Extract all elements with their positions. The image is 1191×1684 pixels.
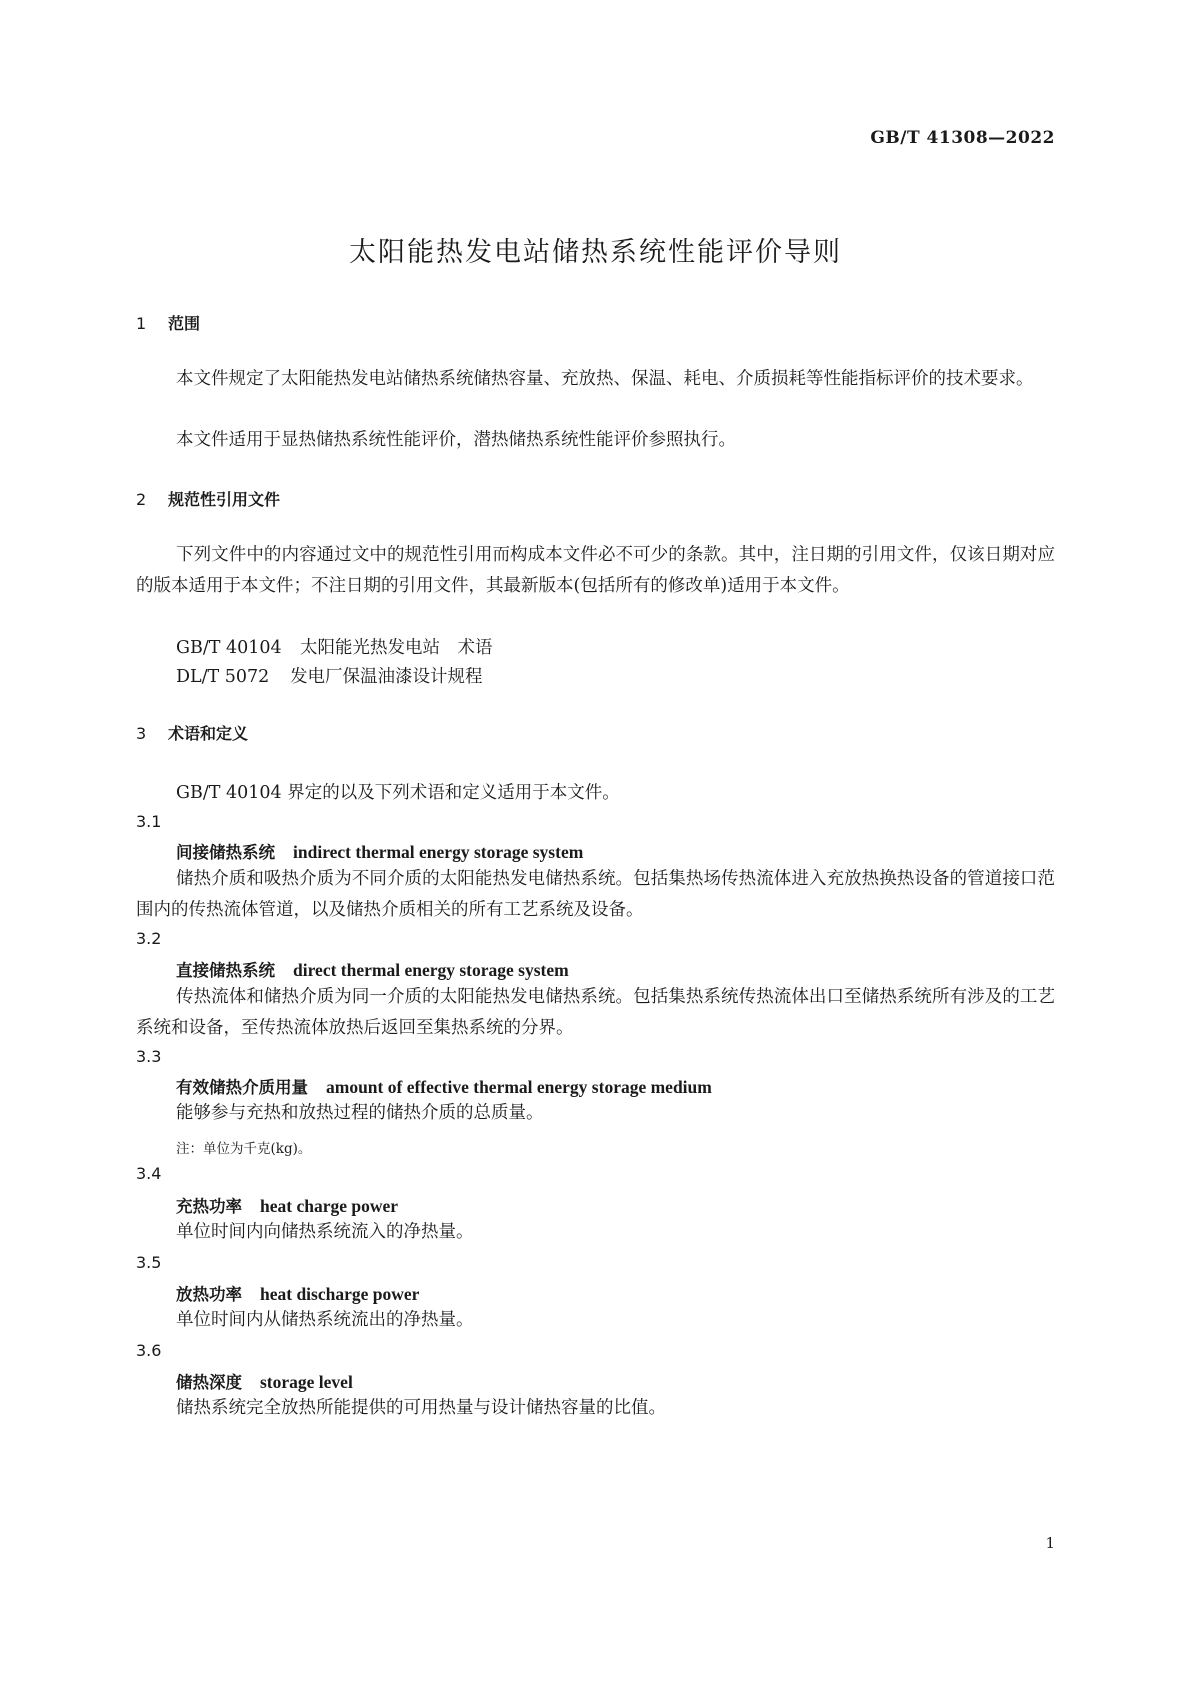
term-heading [176, 1369, 353, 1393]
references-intro: 下列文件中的内容通过文中的规范性引用而构成本文件必不可少的条款。其中，注日期的引用文件，仅该日期对应的版本适用于本文件；不注日期的引用文件，其最新版本(包括所有的修改单)适用于本文件。 [136, 545, 1055, 596]
section-title: 术语和定义 [168, 724, 249, 743]
term-heading [176, 1281, 419, 1305]
term-zh: 间接储热系统 [176, 843, 275, 862]
clause-number: 3.3 [136, 1047, 162, 1066]
clause-number: 3.6 [136, 1341, 162, 1360]
term-heading [176, 1193, 398, 1217]
term-definition: 传热流体和储热介质为同一介质的太阳能热发电储热系统。包括集热系统传热流体出口至储热系统所有涉及的工艺系统和设备，至传热流体放热后返回至集热系统的分界。 [136, 987, 1055, 1038]
section-number: 2 [136, 490, 147, 509]
clause-number: 3.1 [136, 812, 162, 831]
term-definition: 储热介质和吸热介质为不同介质的太阳能热发电储热系统。包括集热场传热流体进入充放热换热设备的管道接口范围内的传热流体管道，以及储热介质相关的所有工艺系统及设备。 [136, 869, 1055, 920]
term-en: storage level [260, 1372, 353, 1392]
document-title: 太阳能热发电站储热系统性能评价导则 [349, 237, 842, 268]
term-en: amount of effective thermal energy storage medium [326, 1077, 712, 1097]
page-number: 1 [1045, 1534, 1055, 1552]
section-heading-terms [136, 721, 248, 744]
clause-number: 3.5 [136, 1253, 162, 1272]
reference-item [176, 663, 483, 688]
term-en: direct thermal energy storage system [293, 960, 569, 980]
term-en: heat discharge power [260, 1284, 420, 1304]
term-note: 注：单位为千克(kg)。 [176, 1141, 312, 1157]
term-definition: 单位时间内从储热系统流出的净热量。 [176, 1310, 474, 1330]
scope-paragraph-2: 本文件适用于显热储热系统性能评价，潜热储热系统性能评价参照执行。 [176, 430, 736, 450]
reference-title: 发电厂保温油漆设计规程 [290, 667, 483, 687]
term-en: indirect thermal energy storage system [293, 842, 584, 862]
reference-title: 太阳能光热发电站 术语 [300, 638, 493, 658]
clause-number: 3.4 [136, 1164, 162, 1183]
section-number: 3 [136, 724, 147, 743]
reference-code: GB/T 40104 [176, 638, 282, 658]
section-heading-normative-references [136, 487, 280, 510]
section-heading-scope [136, 311, 200, 334]
scope-paragraph-1: 本文件规定了太阳能热发电站储热系统储热容量、充放热、保温、耗电、介质损耗等性能指标评价的技术要求。 [176, 369, 1034, 389]
term-heading [176, 1074, 712, 1098]
term-zh: 直接储热系统 [176, 961, 275, 980]
term-definition: 能够参与充热和放热过程的储热介质的总质量。 [176, 1103, 544, 1123]
standard-number: GB/T 41308—2022 [870, 128, 1055, 148]
term-heading [176, 957, 569, 981]
section-number: 1 [136, 314, 147, 333]
terms-intro: GB/T 40104 界定的以及下列术语和定义适用于本文件。 [176, 783, 620, 803]
term-zh: 储热深度 [176, 1373, 242, 1392]
term-zh: 充热功率 [176, 1197, 242, 1216]
term-en: heat charge power [260, 1196, 399, 1216]
term-heading [176, 839, 583, 863]
term-definition: 单位时间内向储热系统流入的净热量。 [176, 1222, 474, 1242]
reference-item [176, 634, 493, 659]
reference-code: DL/T 5072 [176, 667, 270, 687]
term-zh: 放热功率 [176, 1285, 242, 1304]
term-zh: 有效储热介质用量 [176, 1078, 308, 1097]
clause-number: 3.2 [136, 929, 162, 948]
section-title: 范围 [168, 314, 201, 333]
section-title: 规范性引用文件 [168, 490, 281, 509]
term-definition: 储热系统完全放热所能提供的可用热量与设计储热容量的比值。 [176, 1398, 666, 1418]
